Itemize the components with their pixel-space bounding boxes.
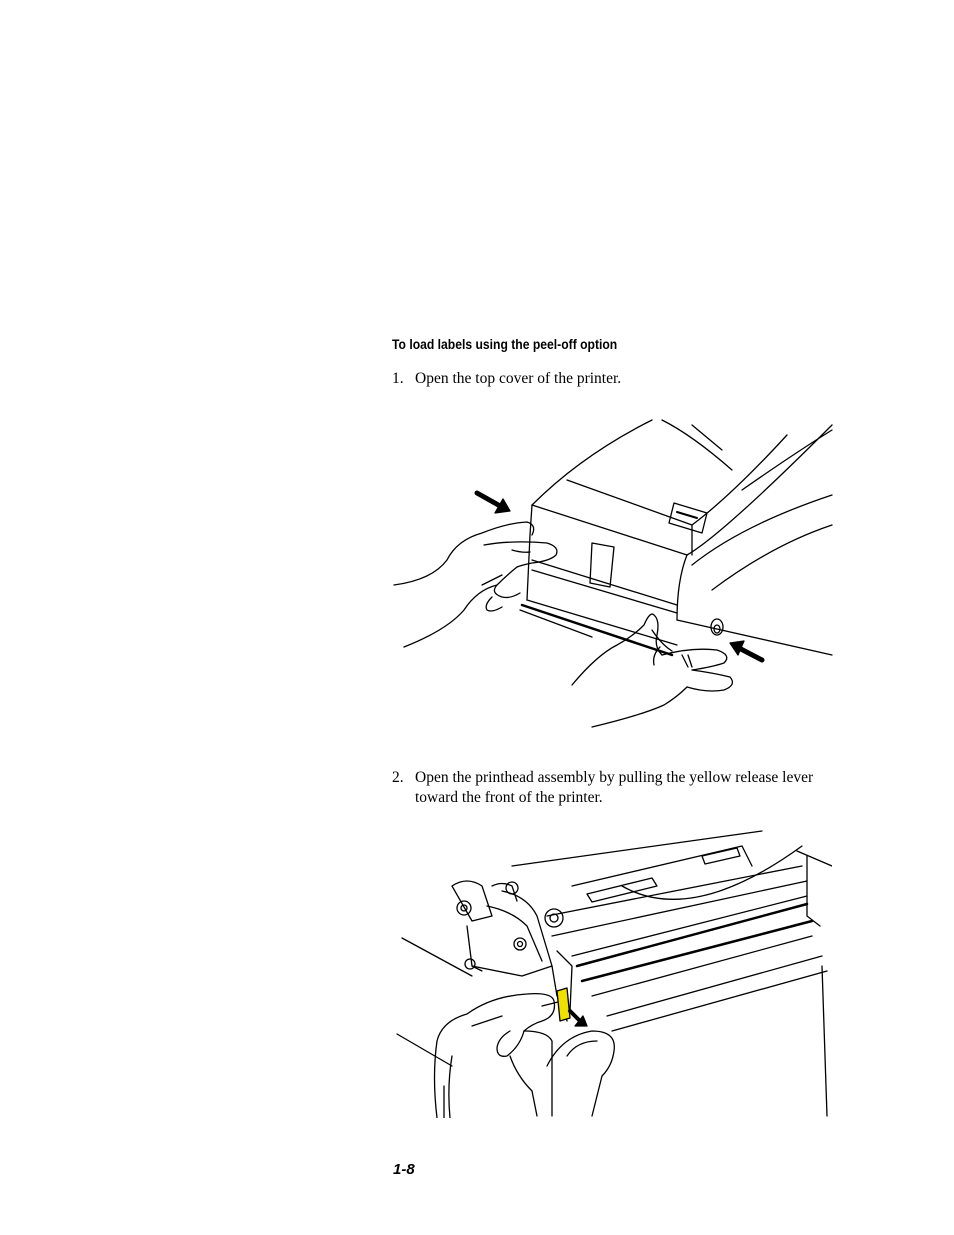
step-text: Open the printhead assembly by pulling the yellow release lever toward the front of the printer. [415,769,814,806]
step-number: 1. [392,370,404,387]
step-text: Open the top cover of the printer. [415,370,622,387]
printhead-release-illustration [392,826,832,1118]
printer-cover-illustration [392,415,838,730]
page-number: 1-8 [393,1161,415,1178]
section-heading: To load labels using the peel-off option [392,337,618,352]
step-number: 2. [392,769,404,786]
